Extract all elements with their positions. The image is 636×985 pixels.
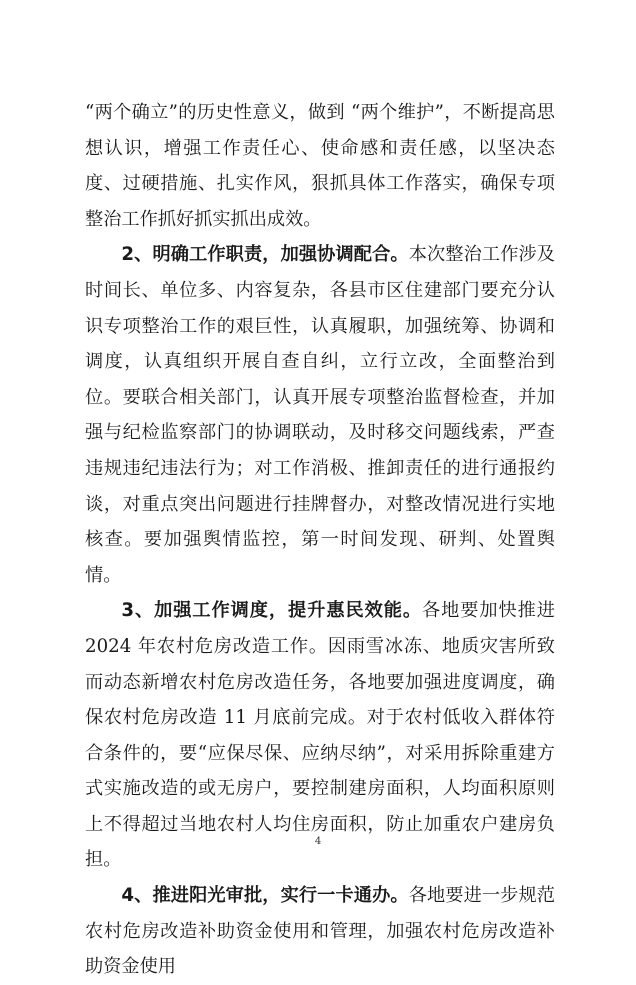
paragraph-text: 本次整治工作涉及时间长、单位多、内容复杂，各县市区住建部门要充分认识专项整治工作的艰巨性，认真履职，加强统筹、协调和调度，认真组织开展自查自纠，立行立改，全面整治到位。要联合相关部门，认真开展专项整治监督检查，并加强与纪检监察部门的协调联动，及时移交问题线索，严查违规违纪违法行为；对工作消极、推卸责任的进行通报约谈，对重点突出问题进行挂牌督办，对整改情况进行实地核查。要加强舆情监控，第一时间发现、研判、处置舆情。 (85, 244, 555, 586)
paragraph-text: 各地要加快推进 2024 年农村危房改造工作。因雨雪冰冻、地质灾害所致而动态新增农村危房改造任务，各地要加强进度调度，确保农村危房改造 11 月底前完成。对于农村低收入群体符合条件的，要“应保尽保、应纳尽纳”，对采用拆除重建方式实施改造的或无房户，要控制建房面积，人均面积原则上不得超过当地农村人均住房面积，防止加重农户建房负担。 (85, 600, 555, 871)
body-text (85, 95, 555, 985)
paragraph-heading: 4、推进阳光审批，实行一卡通办。 (121, 885, 409, 907)
paragraph-continuation (85, 95, 555, 237)
paragraph-text: 各地要进一步规范农村危房改造补助资金使用和管理，加强农村危房改造补助资金使用 (85, 885, 555, 978)
paragraph-heading: 3、加强工作调度，提升惠民效能。 (121, 600, 422, 622)
paragraph-heading: 2、明确工作职责，加强协调配合。 (121, 244, 409, 266)
page-number: 4 (314, 836, 322, 847)
paragraph-text: “两个确立”的历史性意义，做到 “两个维护”，不断提高思想认识，增强工作责任心、使命感和责任感，以坚决态度、过硬措施、扎实作风，狠抓具体工作落实，确保专项整治工作抓好抓实抓出成效。 (85, 102, 555, 230)
paragraph-item-4 (85, 878, 555, 985)
paragraph-item-2 (85, 237, 555, 593)
